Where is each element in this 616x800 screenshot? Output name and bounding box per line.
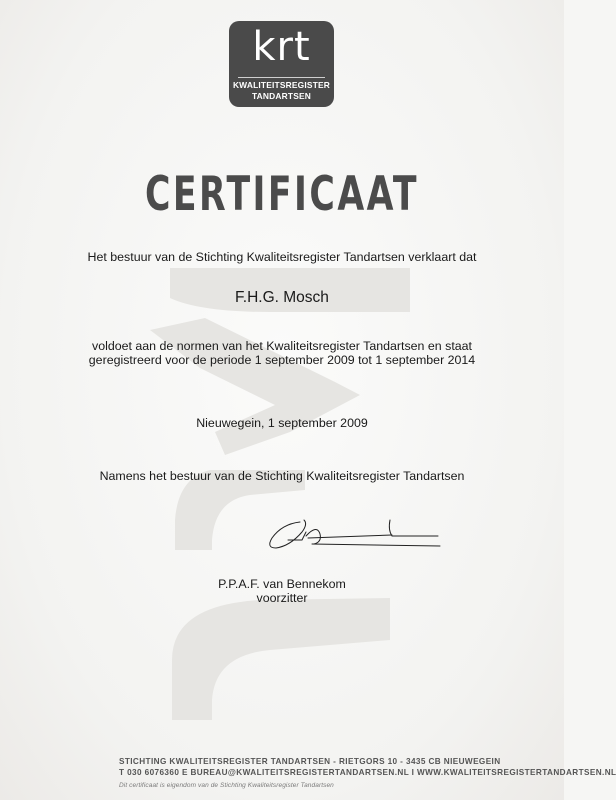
logo-line-1: KWALITEITSREGISTER bbox=[232, 80, 331, 90]
norms-text-line-1: voldoet aan de normen van het Kwaliteitsregister Tandartsen en staat bbox=[92, 339, 472, 353]
footer-ownership-note: Dit certificaat is eigendom van de Stichting Kwaliteitsregister Tandartsen bbox=[119, 782, 334, 789]
intro-text: Het bestuur van de Stichting Kwaliteitsregister Tandartsen verklaart dat bbox=[87, 250, 477, 264]
norms-text-line-2: geregistreerd voor de periode 1 september 2009 tot 1 september 2014 bbox=[88, 353, 476, 367]
watermark-arc bbox=[172, 598, 390, 720]
recipient-name: F.H.G. Mosch bbox=[235, 289, 329, 306]
place-date: Nieuwegein, 1 september 2009 bbox=[196, 416, 368, 430]
signer-role: voorzitter bbox=[256, 591, 308, 605]
footer-address: STICHTING KWALITEITSREGISTER TANDARTSEN - RIETGORS 10 - 3435 CB NIEUWEGEIN bbox=[119, 757, 501, 766]
krt-logo bbox=[229, 21, 334, 107]
on-behalf-text: Namens het bestuur van de Stichting Kwaliteitsregister Tandartsen bbox=[99, 469, 465, 483]
footer-contact: T 030 6076360 E BUREAU@KWALITEITSREGISTERTANDARTSEN.NL I WWW.KWALITEITSREGISTERTANDARTSEN.NL bbox=[119, 768, 616, 777]
logo-line-2: TANDARTSEN bbox=[251, 91, 312, 101]
certificate-title: CERTIFICAAT bbox=[144, 167, 420, 222]
logo-letters: krt bbox=[252, 24, 311, 70]
signer-name: P.P.A.F. van Bennekom bbox=[218, 577, 346, 591]
signature bbox=[262, 510, 442, 560]
logo-divider bbox=[238, 77, 325, 78]
